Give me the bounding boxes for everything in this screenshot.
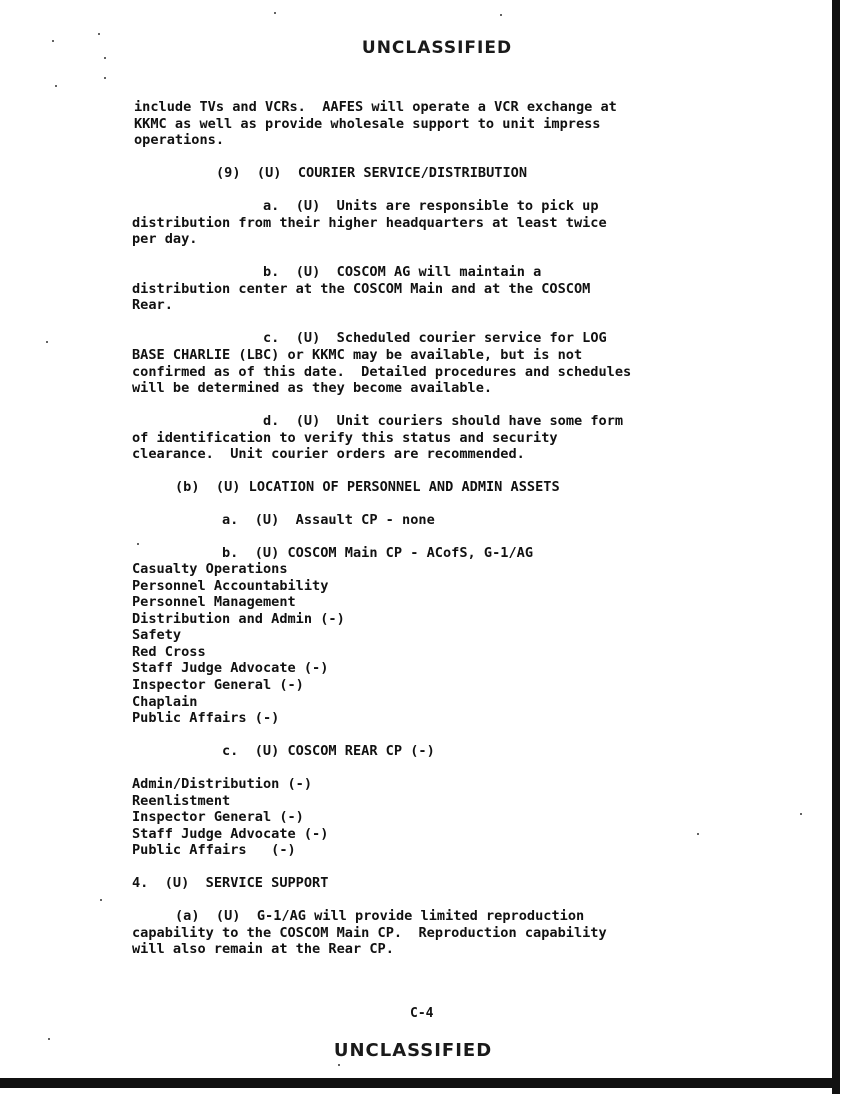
text-line: operations.: [134, 132, 225, 148]
list-item: Staff Judge Advocate (-): [132, 826, 329, 842]
scan-speck: [800, 813, 802, 815]
scan-speck: [500, 14, 502, 16]
list-item: Chaplain: [132, 694, 198, 710]
text-line: (a) (U) G-1/AG will provide limited reproduction: [175, 908, 585, 924]
list-item: Personnel Accountability: [132, 578, 329, 594]
scan-speck: [104, 57, 106, 59]
text-line: distribution center at the COSCOM Main and at the COSCOM: [132, 281, 591, 297]
list-item: Safety: [132, 627, 182, 643]
scan-speck: [100, 899, 102, 901]
scan-speck: [55, 85, 57, 87]
list-item: Inspector General (-): [132, 809, 304, 825]
list-item: Public Affairs (-): [132, 842, 296, 858]
scan-speck: [48, 1038, 50, 1040]
scan-speck: [98, 33, 100, 35]
list-item: Inspector General (-): [132, 677, 304, 693]
text-line: capability to the COSCOM Main CP. Reproduction capability: [132, 925, 607, 941]
text-line: c. (U) COSCOM REAR CP (-): [222, 743, 435, 759]
list-item: Reenlistment: [132, 793, 231, 809]
text-line: distribution from their higher headquarters at least twice: [132, 215, 607, 231]
text-line: b. (U) COSCOM AG will maintain a: [263, 264, 542, 280]
scan-border-bottom: [0, 1078, 840, 1088]
classification-banner-bottom: UNCLASSIFIED: [333, 1040, 493, 1061]
text-line: c. (U) Scheduled courier service for LOG: [263, 330, 607, 346]
section-heading: 4. (U) SERVICE SUPPORT: [132, 875, 329, 891]
section-heading: (9) (U) COURIER SERVICE/DISTRIBUTION: [216, 165, 527, 181]
scan-speck: [104, 77, 106, 79]
text-line: BASE CHARLIE (LBC) or KKMC may be available, but is not: [132, 347, 583, 363]
list-item: Staff Judge Advocate (-): [132, 660, 329, 676]
list-item: Casualty Operations: [132, 561, 288, 577]
list-item: Personnel Management: [132, 594, 296, 610]
text-line: of identification to verify this status and security: [132, 430, 558, 446]
text-line: KKMC as well as provide wholesale support to unit impress: [134, 116, 601, 132]
text-line: confirmed as of this date. Detailed procedures and schedules: [132, 364, 632, 380]
list-item: Admin/Distribution (-): [132, 776, 313, 792]
scan-speck: [46, 341, 48, 343]
text-line: include TVs and VCRs. AAFES will operate a VCR exchange at: [134, 99, 617, 115]
scan-speck: [137, 543, 139, 545]
section-heading: (b) (U) LOCATION OF PERSONNEL AND ADMIN ASSETS: [175, 479, 560, 495]
text-line: per day.: [132, 231, 198, 247]
scan-speck: [338, 1064, 340, 1066]
text-line: b. (U) COSCOM Main CP - ACofS, G-1/AG: [222, 545, 533, 561]
text-line: will be determined as they become available.: [132, 380, 493, 396]
page-number: C-4: [410, 1006, 434, 1021]
text-line: a. (U) Units are responsible to pick up: [263, 198, 599, 214]
text-line: Rear.: [132, 297, 173, 313]
text-line: a. (U) Assault CP - none: [222, 512, 435, 528]
scan-speck: [274, 12, 276, 14]
classification-banner-top: UNCLASSIFIED: [361, 38, 513, 58]
list-item: Red Cross: [132, 644, 206, 660]
text-line: will also remain at the Rear CP.: [132, 941, 394, 957]
list-item: Public Affairs (-): [132, 710, 280, 726]
scan-speck: [52, 40, 54, 42]
scan-border-right: [832, 0, 840, 1094]
text-line: clearance. Unit courier orders are recommended.: [132, 446, 525, 462]
text-line: d. (U) Unit couriers should have some form: [263, 413, 624, 429]
scan-speck: [697, 833, 699, 835]
list-item: Distribution and Admin (-): [132, 611, 345, 627]
